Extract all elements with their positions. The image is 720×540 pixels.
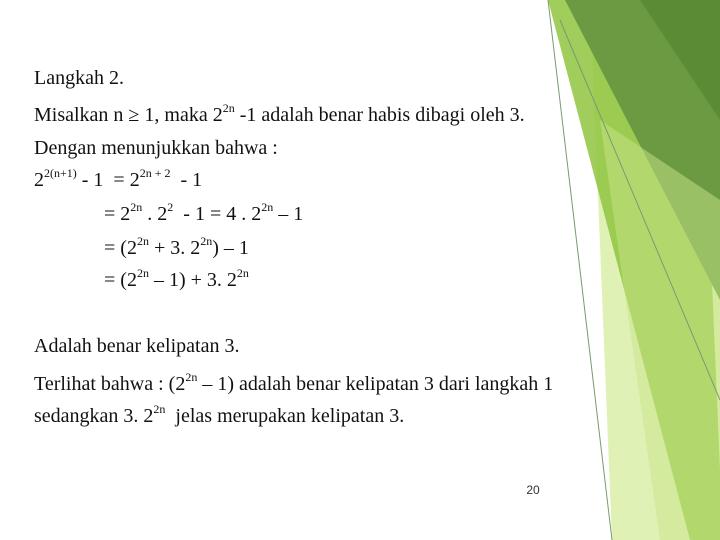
equation-line-1: $2^{2(n+1)} - 1 = 2^{2n + 2} - 1$ xyxy=(34,166,203,191)
equation-line-4: = $(2^{2n} - 1) + 3$. $2^{2n}$ xyxy=(104,266,249,291)
equation-line-3: = ($2^{2n} + 3$. $2^{2n}) - 1$ xyxy=(104,234,249,259)
assumption-line: Misalkan n ≥ 1, maka $2^{2n}$ -1 adalah benar habis dibagi oleh 3. xyxy=(34,101,525,126)
show-line: Dengan menunjukkan bahwa : xyxy=(34,137,278,159)
page-number: 20 xyxy=(526,483,540,497)
step-title: Langkah 2. xyxy=(34,67,124,89)
observation-line-2: sedangkan 3. $2^{2n}$ jelas merupakan kelipatan 3. xyxy=(34,402,405,427)
equation-line-2: = $2^{2n}$ . $2^2 - 1 = 4$ . $2^{2n} - 1$ xyxy=(104,200,304,225)
conclusion-line: Adalah benar kelipatan 3. xyxy=(34,335,240,357)
observation-line-1: Terlihat bahwa : $(2^{2n} - 1)$ adalah benar kelipatan 3 dari langkah 1 xyxy=(34,370,554,395)
